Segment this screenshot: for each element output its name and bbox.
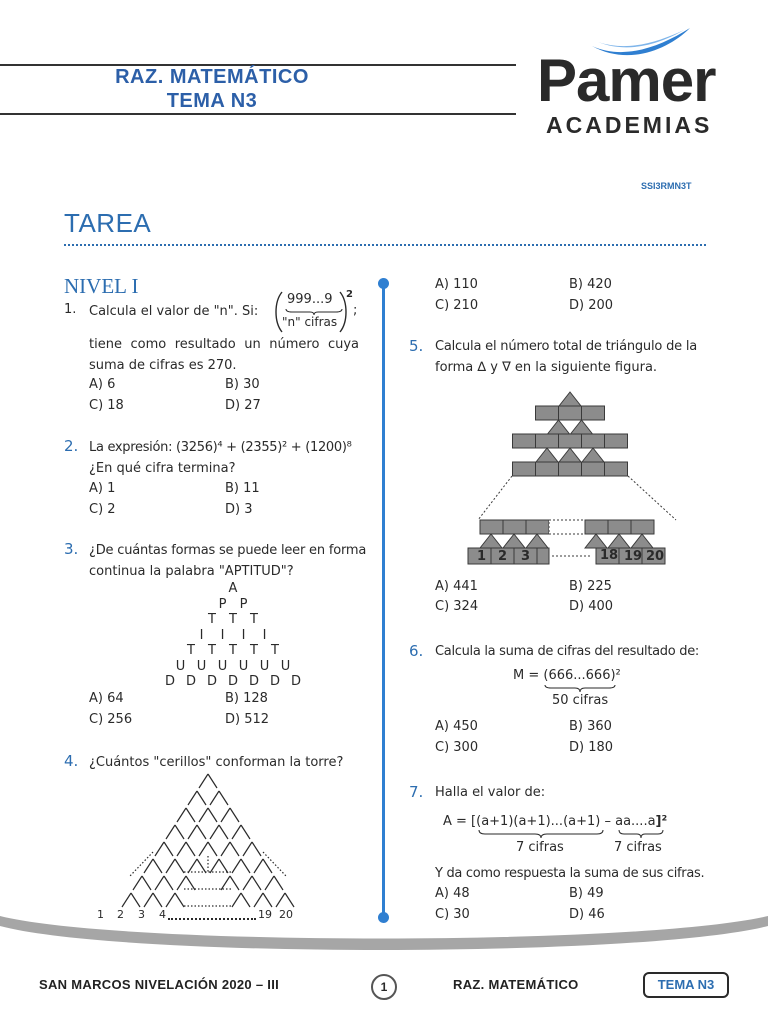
q5-block [559, 462, 582, 476]
q1-exponent: 2 [346, 289, 353, 300]
q4-matchstick [166, 859, 175, 873]
q5-label-3: 3 [521, 549, 531, 564]
q4-option-d[interactable]: D) 200 [569, 298, 614, 313]
q7-option-b[interactable]: B) 49 [569, 886, 604, 901]
q7-formula-end: ]² [655, 814, 668, 829]
brand-name: Pamer [537, 47, 716, 114]
q4-matchstick [186, 808, 195, 822]
q3-letter: T [229, 643, 237, 658]
q4-matchstick [144, 859, 153, 873]
q5-triangle [548, 420, 570, 434]
column-divider-dot-top [378, 278, 389, 289]
q5-block [582, 462, 605, 476]
q7-text-a: Halla el valor de: [435, 785, 546, 800]
q3-letter: I [262, 627, 267, 643]
column-divider [382, 283, 385, 917]
q7-formula-part2: aa....a [615, 814, 656, 829]
q5-block [585, 520, 608, 534]
q4-matchstick [199, 808, 208, 822]
q4-matchstick [219, 859, 228, 873]
q3-letter: U [217, 658, 228, 674]
q7-formula-part1: (a+1)(a+1)...(a+1) [476, 814, 601, 829]
q7-option-d[interactable]: D) 46 [569, 907, 605, 922]
q4-matchstick [241, 859, 250, 873]
q3-text-a: ¿De cuántas formas se puede leer en forma [89, 543, 367, 558]
header-title-line1: RAZ. MATEMÁTICO [115, 66, 309, 88]
q5-triangle [503, 534, 525, 548]
q5-guide-line [478, 476, 512, 520]
q1-text-c: suma de cifras es 270. [89, 358, 237, 373]
q5-option-b[interactable]: B) 225 [569, 579, 612, 594]
brand-sub: ACADEMIAS [546, 112, 713, 138]
q3-letter: I [241, 627, 246, 643]
q3-letter: I [220, 627, 225, 643]
q4-label-3: 3 [138, 908, 145, 921]
q3-letter: T [250, 643, 258, 658]
q1-option-b[interactable]: B) 30 [225, 377, 260, 392]
section-dotted-rule [64, 244, 706, 246]
q6-text-a: Calcula la suma de cifras del resultado de: [435, 644, 699, 659]
q4-matchstick [232, 859, 241, 873]
q4-matchstick-tower [100, 772, 315, 910]
q3-letter: U [196, 658, 207, 674]
footer-tema: TEMA N3 [657, 977, 715, 992]
q4-matchstick [177, 842, 186, 856]
q3-letter: T [271, 643, 279, 658]
q2-number: 2. [64, 437, 79, 455]
q5-block [582, 406, 605, 420]
q4-matchstick [188, 859, 197, 873]
q4-matchstick [254, 859, 263, 873]
q5-triangle-figure [460, 388, 700, 570]
q4-matchstick [166, 825, 175, 839]
q6-option-c[interactable]: C) 300 [435, 740, 479, 755]
q4-matchstick [232, 825, 241, 839]
q7-under-1: 7 cifras [516, 840, 564, 855]
q4-option-a[interactable]: A) 110 [435, 277, 478, 292]
q5-block [631, 520, 654, 534]
q2-option-a[interactable]: A) 1 [89, 481, 116, 496]
q5-label-20: 20 [646, 549, 665, 564]
q7-number: 7. [409, 783, 424, 801]
q3-text-b: continua la palabra "APTITUD"? [89, 564, 294, 579]
q5-triangle [536, 448, 558, 462]
q5-triangle [582, 448, 604, 462]
q4-option-b[interactable]: B) 420 [569, 277, 612, 292]
q5-block-gap [549, 520, 585, 534]
q1-option-d[interactable]: D) 27 [225, 398, 261, 413]
q1-text-b: tiene como resultado un número cuya [89, 337, 359, 352]
q4-matchstick [285, 893, 294, 907]
q7-option-c[interactable]: C) 30 [435, 907, 470, 922]
footer-page-circle [371, 974, 397, 1000]
q5-block [536, 434, 559, 448]
q3-letter: D [248, 674, 259, 689]
q5-option-d[interactable]: D) 400 [569, 599, 614, 614]
q4-matchstick [263, 859, 272, 873]
q5-block [559, 434, 582, 448]
q6-underbrace [543, 684, 617, 693]
q4-matchstick [221, 808, 230, 822]
q4-matchstick [252, 876, 261, 890]
q3-letter: I [199, 627, 204, 643]
q6-formula: M = (666...666)² [513, 668, 621, 683]
q4-matchstick [144, 893, 153, 907]
q4-label-1: 1 [97, 908, 104, 921]
q3-letter: D [269, 674, 280, 689]
q3-letter: T [208, 643, 216, 658]
q4-matchstick [274, 876, 283, 890]
q4-matchstick [210, 791, 219, 805]
q3-option-c[interactable]: C) 256 [89, 712, 133, 727]
q3-letter: P [239, 596, 248, 612]
q4-matchstick [153, 893, 162, 907]
q2-option-c[interactable]: C) 2 [89, 502, 116, 517]
q4-matchstick [210, 825, 219, 839]
q4-matchstick [241, 825, 250, 839]
q4-matchstick [241, 893, 250, 907]
q4-matchstick [230, 842, 239, 856]
q4-matchstick [133, 876, 142, 890]
q1-option-a[interactable]: A) 6 [89, 377, 116, 392]
section-title: TAREA [64, 208, 152, 238]
q4-matchstick [243, 876, 252, 890]
q4-matchstick [263, 893, 272, 907]
q5-block [605, 462, 628, 476]
q7-under-2: 7 cifras [614, 840, 662, 855]
q6-option-b[interactable]: B) 360 [569, 719, 612, 734]
q6-number: 6. [409, 642, 424, 660]
q4-matchstick [197, 859, 206, 873]
footer-tema-box [643, 972, 729, 998]
q2-text-b: ¿En qué cifra termina? [89, 461, 236, 476]
q4-matchstick [208, 842, 217, 856]
q7-formula-minus: – [600, 814, 616, 829]
q4-matchstick [188, 825, 197, 839]
q4-matchstick [142, 876, 151, 890]
q4-matchstick [208, 774, 217, 788]
q1-formula-bottom: "n" cifras [282, 315, 338, 329]
q5-triangle [608, 534, 630, 548]
q4-matchstick [199, 774, 208, 788]
q1-number: 1. [64, 302, 77, 317]
q3-letter: D [164, 674, 175, 689]
q5-option-a[interactable]: A) 441 [435, 579, 478, 594]
q4-label-4: 4 [159, 908, 166, 921]
q5-guide-line [628, 476, 676, 520]
q3-letter: T [187, 643, 195, 658]
q4-matchstick [122, 893, 131, 907]
q2-text-a: La expresión: (3256)⁴ + (2355)² + (1200)⁸ [89, 440, 352, 455]
q3-letter: D [206, 674, 217, 689]
q5-block [537, 548, 549, 564]
q5-triangle [631, 534, 653, 548]
q5-label-1: 1 [477, 549, 487, 564]
header-title-line2: TEMA N3 [166, 90, 258, 112]
q4-matchstick [210, 859, 219, 873]
q4-matchstick [186, 842, 195, 856]
q1-text-a: Calcula el valor de "n". Si: [89, 304, 259, 319]
q5-triangle [559, 392, 581, 406]
q5-block [536, 462, 559, 476]
q4-matchstick [254, 893, 263, 907]
q5-triangle [526, 534, 548, 548]
q4-matchstick [197, 825, 206, 839]
header-rule-bottom [0, 113, 516, 115]
q4-label-2: 2 [117, 908, 124, 921]
q4-matchstick [164, 876, 173, 890]
q4-matchstick [188, 791, 197, 805]
q3-letter: U [259, 658, 270, 674]
q4-matchstick [155, 876, 164, 890]
document-code: SSI3RMN3T [641, 181, 692, 191]
q6-option-a[interactable]: A) 450 [435, 719, 478, 734]
q6-formula-under: 50 cifras [552, 693, 609, 708]
q5-block [608, 520, 631, 534]
q7-formula-lead: A = [ [443, 814, 477, 829]
q4-number: 4. [64, 752, 79, 770]
q5-triangle [585, 534, 607, 548]
q5-triangle [480, 534, 502, 548]
q5-label-18: 18 [600, 548, 619, 563]
q1-semicolon: ; [353, 303, 358, 318]
q7-underbrace-1 [477, 829, 605, 839]
q3-letter: A [228, 581, 238, 596]
q5-label-19: 19 [624, 549, 643, 564]
q5-triangle [559, 448, 581, 462]
q7-formula [443, 814, 667, 829]
q2-option-b[interactable]: B) 11 [225, 481, 260, 496]
q3-letter: P [218, 596, 227, 612]
q5-triangle [571, 420, 593, 434]
q5-label-2: 2 [498, 549, 508, 564]
q4-matchstick [243, 842, 252, 856]
q3-letter: D [185, 674, 196, 689]
q5-block [559, 406, 582, 420]
q4-matchstick [276, 893, 285, 907]
q3-letter: U [238, 658, 249, 674]
q5-block [536, 406, 559, 420]
q3-number: 3. [64, 540, 79, 558]
q4-matchstick [252, 842, 261, 856]
q3-letter: D [227, 674, 238, 689]
q4-matchstick [155, 842, 164, 856]
q7-underbrace-2 [617, 829, 665, 839]
q4-label-20: 20 [279, 908, 293, 921]
q5-block [480, 520, 503, 534]
q4-matchstick [221, 842, 230, 856]
q4-matchstick [177, 808, 186, 822]
q4-matchstick [186, 876, 195, 890]
q7-text-b: Y da como respuesta la suma de sus cifras. [435, 866, 705, 881]
q5-block [605, 434, 628, 448]
level-title: NIVEL I [64, 274, 139, 298]
footer-subject: RAZ. MATEMÁTICO [453, 977, 579, 992]
q3-letter: D [290, 674, 301, 689]
q5-text-a: Calcula el número total de triángulo de la [435, 339, 698, 354]
q5-text-b: forma ∆ y ∇ en la siguiente figura. [435, 360, 658, 375]
q4-matchstick [175, 859, 184, 873]
q3-letter: T [250, 612, 258, 627]
q1-formula-top: 999...9 [287, 292, 333, 307]
footer-left-text: SAN MARCOS NIVELACIÓN 2020 – III [39, 977, 280, 992]
q4-matchstick [232, 893, 241, 907]
q4-matchstick [219, 791, 228, 805]
q3-letter: T [208, 612, 216, 627]
q3-letter: U [280, 658, 291, 674]
q4-matchstick [199, 842, 208, 856]
q4-matchstick [197, 791, 206, 805]
footer-swoosh [0, 912, 768, 962]
q4-matchstick [230, 876, 239, 890]
q4-matchstick [166, 893, 175, 907]
q4-matchstick [230, 808, 239, 822]
q4-label-19: 19 [258, 908, 272, 921]
q3-option-b[interactable]: B) 128 [225, 691, 268, 706]
q4-matchstick [221, 876, 230, 890]
q3-option-a[interactable]: A) 64 [89, 691, 124, 706]
q2-option-d[interactable]: D) 3 [225, 502, 253, 517]
q4-matchstick [131, 893, 140, 907]
q4-matchstick [153, 859, 162, 873]
q5-number: 5. [409, 337, 424, 355]
q1-option-c[interactable]: C) 18 [89, 398, 124, 413]
q5-option-c[interactable]: C) 324 [435, 599, 479, 614]
q6-option-d[interactable]: D) 180 [569, 740, 614, 755]
q5-block [582, 434, 605, 448]
q5-block [526, 520, 549, 534]
q4-option-c[interactable]: C) 210 [435, 298, 479, 313]
q4-matchstick [265, 876, 274, 890]
q4-matchstick [175, 825, 184, 839]
q4-text-a: ¿Cuántos "cerillos" conforman la torre? [89, 755, 344, 770]
q4-matchstick [208, 808, 217, 822]
q4-matchstick [177, 876, 186, 890]
q4-matchstick [219, 825, 228, 839]
q5-block [513, 434, 536, 448]
q3-letter: U [175, 658, 186, 674]
q3-option-d[interactable]: D) 512 [225, 712, 270, 727]
q3-letter: T [229, 612, 237, 627]
q4-matchstick [164, 842, 173, 856]
q5-block [513, 462, 536, 476]
q7-option-a[interactable]: A) 48 [435, 886, 470, 901]
q5-block [503, 520, 526, 534]
footer-page-number: 1 [380, 980, 388, 994]
q4-matchstick [175, 893, 184, 907]
